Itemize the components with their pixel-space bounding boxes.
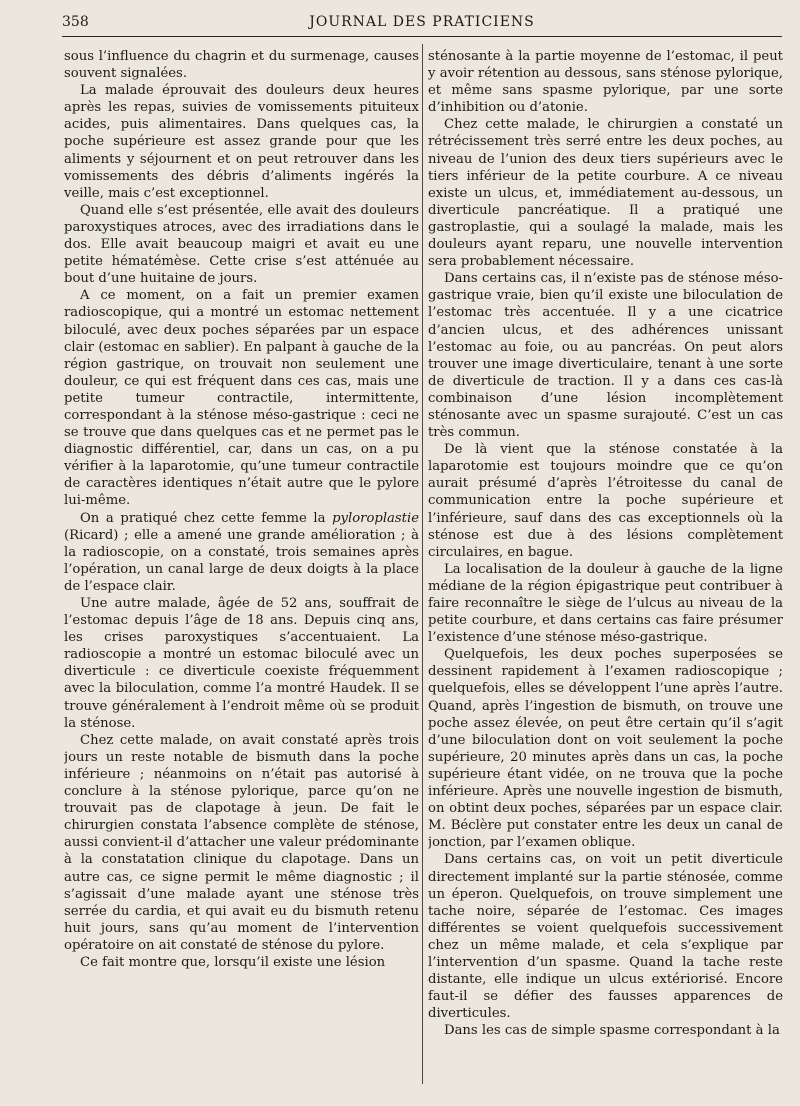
paragraph: Chez cette malade, le chirurgien a constaté un rétrécissement très serré entre les deux poches, au niveau de l’union des deux tiers supérieurs avec le tiers inférieur de la petite courbure. A ce niveau existe un ulcus, et, immédiatement au-dessous, un diverticule pancréatique. Il a pratiqué une gastroplastie, qui a soulagé la malade, mais les douleurs ayant reparu, une nouvelle intervention sera probablement nécessaire. (428, 117, 783, 270)
paragraph: Quand elle s’est présentée, elle avait des douleurs paroxystiques atroces, avec des irradiations dans le dos. Elle avait beaucoup maigri et avait eu une petite hématémèse. Cette crise s’est atténuée au bout d’une huitaine de jours. (64, 202, 419, 287)
paragraph: sténosante à la partie moyenne de l’estomac, il peut y avoir rétention au dessous, sans sténose pylorique, et même sans spasme pylorique, par une sorte d’inhibition ou d’atonie. (428, 49, 783, 116)
text-run: On a pratiqué chez cette femme la (80, 510, 333, 526)
paragraph: Une autre malade, âgée de 52 ans, souffrait de l’estomac depuis l’âge de 18 ans. Depuis cinq ans, les crises paroxystiques s’accentuaient. La radioscopie a montré un estomac biloculé avec un diverticule : ce diverticule coexiste fréquemment avec la biloculation, comme l’a montré Haudek. Il se trouve généralement à l’endroit même où se produit la sténose. (64, 596, 419, 731)
paragraph: La malade éprouvait des douleurs deux heures après les repas, suivies de vomissements pituiteux acides, puis alimentaires. Dans quelques cas, la poche supérieure est assez grande pour que les aliments y séjournent et on peut retrouver dans les vomissements des débris d’aliments ingérés la veille, mais c’est exceptionnel. (64, 83, 419, 201)
paragraph: Chez cette malade, on avait constaté après trois jours un reste notable de bismuth dans la poche inférieure ; néanmoins on n’était pas autorisé à conclure à la sténose pylorique, parce qu’on ne trouvait pas de clapotage à jeun. De fait le chirurgien constata l’absence complète de sténose, aussi convient-il d’attacher une valeur prédominante à la constatation clinique du clapotage. Dans un autre cas, ce signe permit le même diagnostic ; il s’agissait d’une malade ayant une sténose très serrée du cardia, et qui avait eu du bismuth retenu huit jours, sans qu’au moment de l’intervention opératoire on ait constaté de sténose du pylore. (64, 732, 419, 953)
paragraph: Ce fait montre que, lorsqu’il existe une lésion (80, 954, 386, 970)
paragraph: A ce moment, on a fait un premier examen radioscopique, qui a montré un estomac nettement biloculé, avec deux poches séparées par un espace clair (estomac en sablier). En palpant à gauche de la région gastrique, on trouvait non seulement une douleur, ce qui est fréquent dans ces cas, mais une petite tumeur contractile, intermittente, correspondant à la sténose méso-gastrique : ceci ne se trouve que dans quelques cas et ne permet pas le diagnostic différentiel, car, dans un cas, on a pu vérifier à la laparotomie, qu’une tumeur contractile de caractères identiques n’était autre que le pylore lui-même. (64, 288, 419, 509)
paragraph: Dans certains cas, il n’existe pas de sténose méso-gastrique vraie, bien qu’il existe une biloculation de l’estomac très accentuée. Il y a une cicatrice d’ancien ulcus, et des adhérences unissant l’estomac au foie, ou au pancréas. On peut alors trouver une image diverticulaire, tenant à une sorte de diverticule de traction. Il y a dans ces cas-là combinaison d’une lésion incomplètement sténosante avec un spasme surajouté. C’est un cas très commun. (428, 271, 783, 441)
paragraph: Dans certains cas, on voit un petit diverticule directement implanté sur la partie sténosée, comme un éperon. Quelquefois, on trouve simplement une tache noire, séparée de l’estomac. Ces images différentes se voient quelquefois successivement chez un même malade, et cela s’explique par l’intervention d’un spasme. Quand la tache reste distante, elle indique un ulcus extériorisé. Encore faut-il se défier des fausses apparences de diverticules. (428, 852, 783, 1022)
article-body (0, 48, 800, 1088)
text-run: (Ricard) ; elle a amené une grande amélioration ; à la radioscopie, on a constaté, trois semaines après l’opération, un canal large de deux doigts à la place de l’espace clair. (64, 527, 419, 594)
paragraph: De là vient que la sténose constatée à la laparotomie est toujours moindre que ce qu’on aurait présumé d’après l’étroitesse du canal de communication entre la poche supérieure et l’inférieure, sauf dans des cas exceptionnels où la sténose est due à des lésions complètement circulaires, en bague. (428, 442, 783, 560)
italic-term: pyloroplastie (332, 510, 419, 526)
paragraph: Dans les cas de simple spasme correspondant à la (444, 1023, 780, 1039)
page-number: 358 (62, 14, 89, 30)
running-header (62, 10, 782, 37)
paragraph (64, 510, 419, 595)
running-title: JOURNAL DES PRATICIENS (309, 14, 535, 30)
paragraph: Quelquefois, les deux poches superposées se dessinent rapidement à l’examen radioscopique ; quelquefois, elles se développent l’une après l’autre. Quand, après l’ingestion de bismuth, on trouve une poche assez élevée, on peut être certain qu’il s’agit d’une biloculation dont on voit seulement la poche supérieure, 20 minutes après dans un cas, la poche supérieure étant vidée, on ne trouva que la poche inférieure. Après une nouvelle ingestion de bismuth, on obtint deux poches, séparées par un espace clair. M. Béclère put constater entre les deux un canal de jonction, par l’examen oblique. (428, 647, 783, 851)
paragraph: La localisation de la douleur à gauche de la ligne médiane de la région épigastrique peut contribuer à faire reconnaître le siège de l’ulcus au niveau de la petite courbure, et dans certains cas faire présumer l’existence d’une sténose méso-gastrique. (428, 561, 783, 646)
right-column (428, 48, 783, 1088)
paragraph: sous l’influence du chagrin et du surmenage, causes souvent signalées. (64, 49, 419, 82)
left-column (64, 48, 419, 1088)
